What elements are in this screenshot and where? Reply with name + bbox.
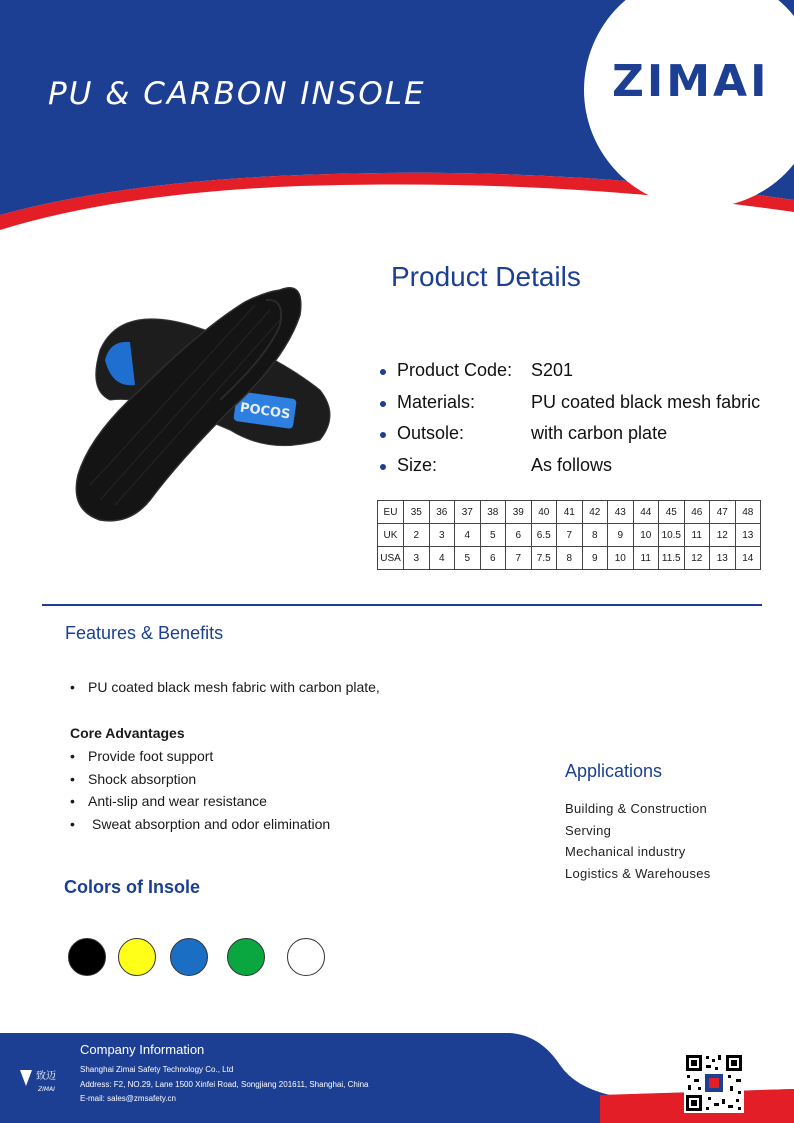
- size-cell: 6: [506, 524, 532, 547]
- size-cell: 12: [710, 524, 736, 547]
- spec-value: S201: [531, 360, 574, 380]
- color-swatch-white: [287, 938, 325, 976]
- size-cell: 43: [608, 501, 634, 524]
- logo-chinese: 致迈: [36, 1071, 56, 1082]
- brand-logo: ZIMAI: [612, 56, 770, 107]
- list-item: [70, 793, 267, 809]
- size-cell: 40: [531, 501, 557, 524]
- size-cell: 46: [684, 501, 710, 524]
- size-cell: 47: [710, 501, 736, 524]
- size-cell: 37: [455, 501, 481, 524]
- spec-label: Size:: [397, 455, 438, 475]
- footer-banner: [0, 1025, 794, 1123]
- spec-label: Outsole:: [397, 423, 465, 443]
- size-cell: 11.5: [659, 547, 685, 570]
- advantage-text: Sweat absorption and odor elimination: [92, 816, 331, 832]
- color-swatch-black: [68, 938, 106, 976]
- size-cell: 10: [633, 524, 659, 547]
- spec-materials: [380, 392, 790, 418]
- size-cell: 4: [455, 524, 481, 547]
- applications-heading: Applications: [565, 761, 663, 781]
- color-swatch-yellow: [118, 938, 156, 976]
- logo-latin: ZIMAI: [38, 1086, 55, 1093]
- size-row-header: EU: [378, 501, 404, 524]
- color-swatch-blue: [170, 938, 208, 976]
- size-cell: 12: [684, 547, 710, 570]
- size-cell: 11: [633, 547, 659, 570]
- insole-image: [30, 270, 350, 540]
- list-item: [70, 771, 196, 787]
- application-item: Mechanical industry: [565, 844, 686, 859]
- size-cell: 9: [582, 547, 608, 570]
- list-item: [70, 816, 330, 832]
- size-table-row: [378, 524, 761, 547]
- size-cell: 3: [404, 547, 430, 570]
- feature-text: PU coated black mesh fabric with carbon plate,: [88, 679, 380, 695]
- advantage-text: Provide foot support: [88, 748, 214, 764]
- color-swatch-green: [227, 938, 265, 976]
- size-cell: 10: [608, 547, 634, 570]
- size-cell: 5: [480, 524, 506, 547]
- size-cell: 10.5: [659, 524, 685, 547]
- size-cell: 39: [506, 501, 532, 524]
- page-title: PU & CARBON INSOLE: [48, 76, 426, 112]
- size-cell: 38: [480, 501, 506, 524]
- size-cell: 3: [429, 524, 455, 547]
- spec-value: with carbon plate: [531, 423, 668, 443]
- spec-value: As follows: [531, 455, 613, 475]
- application-item: Logistics & Warehouses: [565, 866, 711, 881]
- colors-heading: Colors of Insole: [64, 877, 201, 897]
- size-cell: 6.5: [531, 524, 557, 547]
- core-advantages-heading: Core Advantages: [70, 725, 185, 741]
- bullet-icon: [380, 432, 386, 438]
- size-cell: 35: [404, 501, 430, 524]
- size-table: [377, 500, 761, 570]
- spec-label: Product Code:: [397, 360, 513, 380]
- size-cell: 8: [582, 524, 608, 547]
- spec-size: [380, 455, 790, 481]
- size-cell: 7.5: [531, 547, 557, 570]
- size-row-header: UK: [378, 524, 404, 547]
- size-cell: 8: [557, 547, 583, 570]
- advantage-text: Anti-slip and wear resistance: [88, 793, 267, 809]
- spec-value: PU coated black mesh fabric: [531, 392, 761, 412]
- bullet-icon: •: [70, 679, 75, 695]
- application-item: Serving: [565, 823, 612, 838]
- company-address: Address: F2, NO.29, Lane 1500 Xinfei Road, Songjiang 201611, Shanghai, China: [80, 1080, 369, 1089]
- company-name: Shanghai Zimai Safety Technology Co., Ltd: [80, 1065, 234, 1074]
- size-cell: 5: [455, 547, 481, 570]
- size-cell: 7: [506, 547, 532, 570]
- size-cell: 13: [710, 547, 736, 570]
- size-cell: 42: [582, 501, 608, 524]
- size-cell: 45: [659, 501, 685, 524]
- bullet-icon: [380, 401, 386, 407]
- company-email: E-mail: sales@zmsafety.cn: [80, 1094, 176, 1103]
- list-item: [70, 679, 380, 695]
- advantage-text: Shock absorption: [88, 771, 197, 787]
- footer-logo: [18, 1064, 68, 1094]
- section-divider: [42, 604, 762, 606]
- size-table-row: [378, 547, 761, 570]
- size-cell: 13: [735, 524, 761, 547]
- size-cell: 48: [735, 501, 761, 524]
- application-item: Building & Construction: [565, 801, 708, 816]
- size-cell: 9: [608, 524, 634, 547]
- size-cell: 6: [480, 547, 506, 570]
- spec-label: Materials:: [397, 392, 476, 412]
- company-info-heading: Company Information: [80, 1042, 205, 1057]
- size-cell: 4: [429, 547, 455, 570]
- size-row-header: USA: [378, 547, 404, 570]
- list-item: [70, 748, 213, 764]
- bullet-icon: [380, 369, 386, 375]
- qr-code-icon: [684, 1053, 744, 1113]
- insole-print: POCOS: [238, 400, 292, 423]
- spec-outsole: [380, 423, 790, 449]
- size-cell: 36: [429, 501, 455, 524]
- features-heading: Features & Benefits: [65, 623, 224, 643]
- product-details-heading: Product Details: [391, 261, 581, 292]
- size-cell: 7: [557, 524, 583, 547]
- size-cell: 41: [557, 501, 583, 524]
- size-cell: 11: [684, 524, 710, 547]
- size-cell: 44: [633, 501, 659, 524]
- size-cell: 2: [404, 524, 430, 547]
- bullet-icon: •: [70, 748, 75, 764]
- header-banner: [0, 0, 794, 240]
- size-cell: 14: [735, 547, 761, 570]
- bullet-icon: •: [70, 816, 75, 832]
- bullet-icon: •: [70, 771, 75, 787]
- bullet-icon: •: [70, 793, 75, 809]
- spec-product-code: [380, 360, 790, 386]
- size-table-row: [378, 501, 761, 524]
- bullet-icon: [380, 464, 386, 470]
